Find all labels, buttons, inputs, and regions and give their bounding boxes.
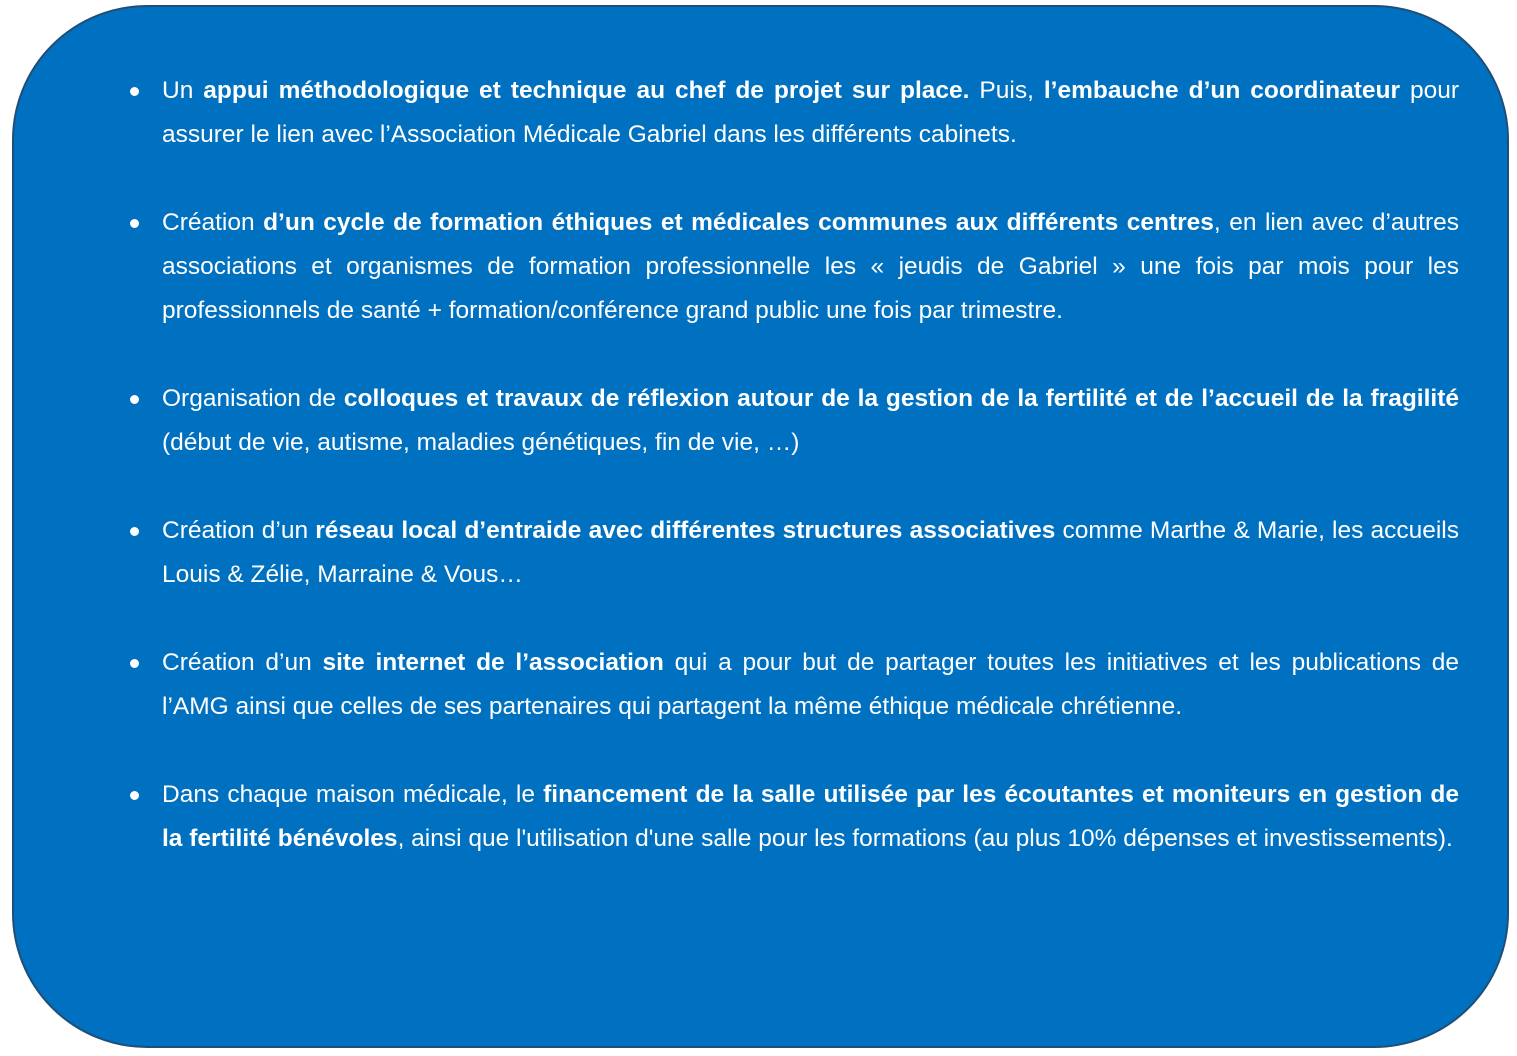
item-bold-text: appui méthodologique et technique au chef de projet sur place. bbox=[203, 77, 970, 104]
item-text: , en lien avec d’autres associations et organismes de formation professionnelle les « jeudis de Gabriel » une fois par mois pour les professionnels de santé + formation/conférence grand public une fois par trimestre. bbox=[162, 209, 1459, 324]
item-bold-text: financement de la salle utilisée par les écoutantes et moniteurs en gestion de la fertilité bénévoles bbox=[162, 781, 1460, 852]
item-text: Création d’un bbox=[162, 649, 323, 676]
list-item bbox=[162, 641, 1459, 729]
item-text: Un bbox=[162, 77, 204, 104]
item-text: pour assurer le lien avec l’Association Médicale Gabriel dans les différents cabinets. bbox=[162, 77, 1459, 148]
blue-rounded-panel bbox=[12, 5, 1509, 1048]
list-item bbox=[162, 377, 1459, 465]
item-text: Organisation de bbox=[162, 385, 344, 412]
item-text: Puis, bbox=[969, 77, 1044, 104]
item-text: , ainsi que l'utilisation d'une salle pour les formations (au plus 10% dépenses et investissements). bbox=[397, 825, 1453, 852]
item-text: (début de vie, autisme, maladies génétiques, fin de vie, …) bbox=[162, 429, 800, 456]
list-item bbox=[162, 773, 1459, 861]
list-item bbox=[162, 509, 1459, 597]
bullet-list bbox=[162, 69, 1459, 905]
item-text: Création bbox=[162, 209, 264, 236]
item-bold-text: colloques et travaux de réflexion autour de la gestion de la fertilité et de l’accueil de la fragilité bbox=[343, 385, 1459, 412]
item-bold-text: l’embauche d’un coordinateur bbox=[1043, 77, 1400, 104]
list-item bbox=[162, 69, 1459, 157]
item-text: Dans chaque maison médicale, le bbox=[162, 781, 544, 808]
item-text: Création d’un bbox=[162, 517, 316, 544]
item-text: comme Marthe & Marie, les accueils Louis & Zélie, Marraine & Vous… bbox=[162, 517, 1460, 588]
item-text: qui a pour but de partager toutes les initiatives et les publications de l’AMG ainsi que celles de ses partenaires qui partagent la même éthique médicale chrétienne. bbox=[162, 649, 1459, 720]
list-item bbox=[162, 201, 1459, 333]
item-bold-text: d’un cycle de formation éthiques et médicales communes aux différents centres bbox=[263, 209, 1214, 236]
item-bold-text: site internet de l’association bbox=[322, 649, 664, 676]
item-bold-text: réseau local d’entraide avec différentes structures associatives bbox=[315, 517, 1056, 544]
